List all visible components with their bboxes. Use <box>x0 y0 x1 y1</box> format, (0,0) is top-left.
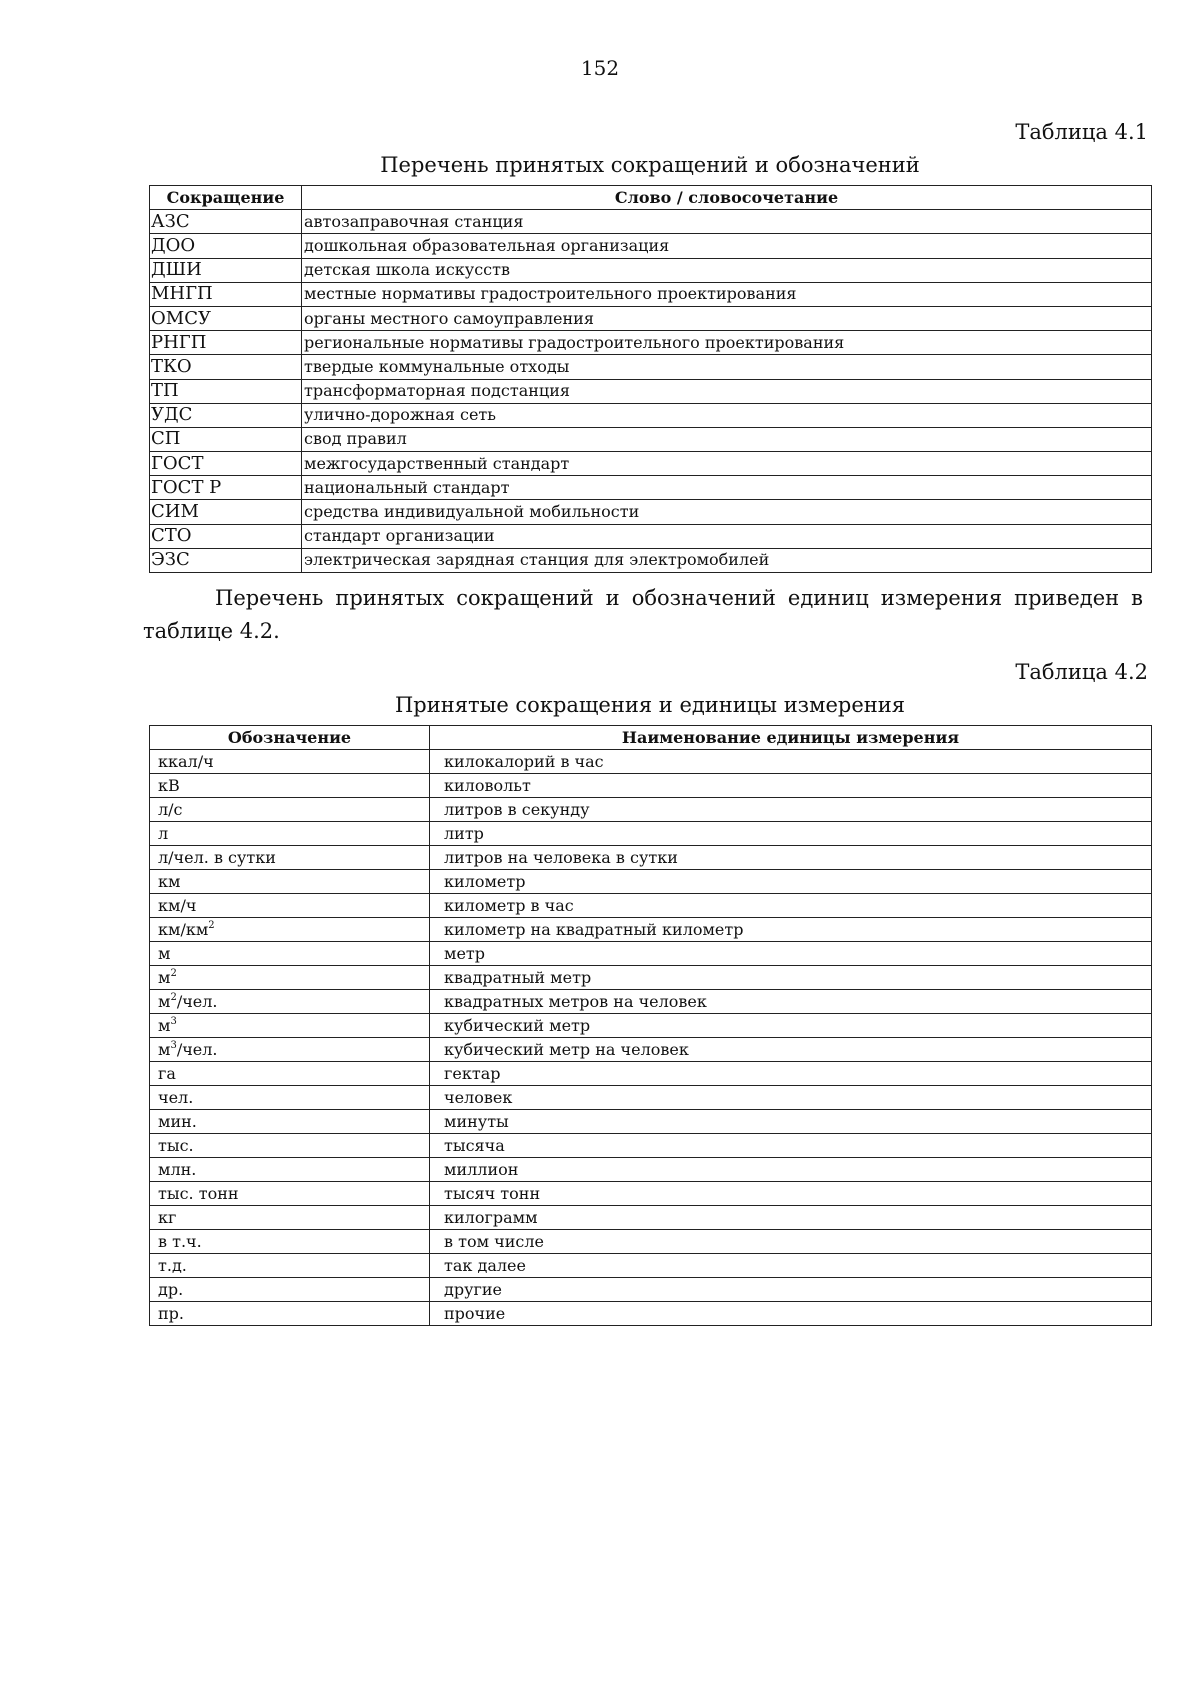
unit-symbol-cell <box>150 894 430 918</box>
abbreviation-cell: СП <box>150 427 302 451</box>
unit-name-cell: так далее <box>430 1254 1152 1278</box>
meaning-cell: дошкольная образовательная организация <box>302 234 1152 258</box>
unit-symbol-cell <box>150 870 430 894</box>
abbreviation-cell: УДС <box>150 403 302 427</box>
unit-exponent: 2 <box>170 991 177 1003</box>
unit-symbol-cell <box>150 1278 430 1302</box>
table-row <box>150 1038 1152 1062</box>
unit-symbol: л/с <box>158 799 183 819</box>
abbreviations-table <box>149 185 1152 573</box>
table-row <box>150 548 1152 572</box>
unit-exponent: 2 <box>170 967 177 979</box>
table-row <box>150 379 1152 403</box>
paragraph-line: таблице 4.2. <box>143 619 280 643</box>
unit-name-cell: кубический метр на человек <box>430 1038 1152 1062</box>
unit-symbol: т.д. <box>158 1255 187 1275</box>
meaning-cell: региональные нормативы градостроительного проектирования <box>302 331 1152 355</box>
table-row <box>150 774 1152 798</box>
units-table <box>149 725 1152 1326</box>
meaning-cell: трансформаторная подстанция <box>302 379 1152 403</box>
unit-symbol-cell <box>150 1086 430 1110</box>
unit-exponent: 2 <box>208 919 215 931</box>
unit-name-cell: прочие <box>430 1302 1152 1326</box>
unit-name-cell: литров в секунду <box>430 798 1152 822</box>
table-header-row <box>150 726 1152 750</box>
table-row <box>150 524 1152 548</box>
abbreviation-cell: ЭЗС <box>150 548 302 572</box>
table-row <box>150 1206 1152 1230</box>
unit-symbol: м <box>158 1015 171 1035</box>
unit-name-cell: тысяча <box>430 1134 1152 1158</box>
meaning-cell: твердые коммунальные отходы <box>302 355 1152 379</box>
unit-symbol: тыс. тонн <box>158 1183 239 1203</box>
table-row <box>150 1302 1152 1326</box>
unit-symbol: л/чел. в сутки <box>158 847 276 867</box>
table-row <box>150 1254 1152 1278</box>
unit-name-cell: гектар <box>430 1062 1152 1086</box>
unit-exponent: 3 <box>170 1039 177 1051</box>
unit-name-cell: в том числе <box>430 1230 1152 1254</box>
unit-name-cell: квадратных метров на человек <box>430 990 1152 1014</box>
unit-symbol: км/ч <box>158 895 197 915</box>
unit-name-cell: квадратный метр <box>430 966 1152 990</box>
table-row <box>150 750 1152 774</box>
unit-name-cell: минуты <box>430 1110 1152 1134</box>
unit-symbol: в т.ч. <box>158 1231 202 1251</box>
unit-name-cell: литров на человека в сутки <box>430 846 1152 870</box>
unit-symbol: м <box>158 991 171 1011</box>
unit-symbol: л <box>158 823 169 843</box>
table1-label: Таблица 4.1 <box>1015 120 1148 144</box>
unit-symbol: км/км <box>158 919 209 939</box>
table-row <box>150 1278 1152 1302</box>
unit-symbol-cell <box>150 846 430 870</box>
unit-symbol-cell <box>150 798 430 822</box>
unit-symbol: тыс. <box>158 1135 194 1155</box>
unit-symbol: млн. <box>158 1159 197 1179</box>
table-row <box>150 870 1152 894</box>
unit-symbol: чел. <box>158 1087 194 1107</box>
table-row <box>150 210 1152 234</box>
unit-symbol-cell <box>150 1038 430 1062</box>
table-row <box>150 1014 1152 1038</box>
abbreviation-cell: ОМСУ <box>150 306 302 330</box>
unit-symbol-cell <box>150 1302 430 1326</box>
table-row <box>150 306 1152 330</box>
abbreviation-cell: МНГП <box>150 282 302 306</box>
unit-suffix: /чел. <box>176 991 218 1011</box>
table-row <box>150 942 1152 966</box>
unit-symbol: кВ <box>158 775 180 795</box>
meaning-cell: свод правил <box>302 427 1152 451</box>
table-row <box>150 452 1152 476</box>
table-row <box>150 234 1152 258</box>
meaning-cell: межгосударственный стандарт <box>302 452 1152 476</box>
table-row <box>150 500 1152 524</box>
unit-symbol-cell <box>150 1134 430 1158</box>
unit-symbol-cell <box>150 918 430 942</box>
unit-symbol-cell <box>150 1110 430 1134</box>
meaning-cell: электрическая зарядная станция для электромобилей <box>302 548 1152 572</box>
unit-symbol-cell <box>150 1230 430 1254</box>
abbreviation-cell: ДОО <box>150 234 302 258</box>
unit-symbol-cell <box>150 942 430 966</box>
unit-symbol-cell <box>150 1182 430 1206</box>
abbreviation-cell: ДШИ <box>150 258 302 282</box>
table-row <box>150 258 1152 282</box>
meaning-cell: местные нормативы градостроительного проектирования <box>302 282 1152 306</box>
unit-name-cell: киловольт <box>430 774 1152 798</box>
table-row <box>150 282 1152 306</box>
unit-symbol: га <box>158 1063 176 1083</box>
abbreviation-cell: РНГП <box>150 331 302 355</box>
unit-symbol-cell <box>150 774 430 798</box>
abbreviation-cell: ТП <box>150 379 302 403</box>
unit-symbol-cell <box>150 990 430 1014</box>
table-row <box>150 1230 1152 1254</box>
unit-name-cell: километр в час <box>430 894 1152 918</box>
table-row <box>150 1086 1152 1110</box>
table-row <box>150 355 1152 379</box>
abbreviation-cell: ГОСТ <box>150 452 302 476</box>
unit-name-cell: тысяч тонн <box>430 1182 1152 1206</box>
meaning-cell: улично-дорожная сеть <box>302 403 1152 427</box>
column-header: Наименование единицы измерения <box>430 726 1152 750</box>
table1-title: Перечень принятых сокращений и обозначений <box>380 153 920 177</box>
unit-name-cell: человек <box>430 1086 1152 1110</box>
table-row <box>150 1062 1152 1086</box>
unit-symbol-cell <box>150 1254 430 1278</box>
unit-symbol-cell <box>150 1062 430 1086</box>
unit-symbol: м <box>158 943 171 963</box>
unit-suffix: /чел. <box>176 1039 218 1059</box>
unit-name-cell: литр <box>430 822 1152 846</box>
column-header: Обозначение <box>150 726 430 750</box>
unit-symbol: др. <box>158 1279 184 1299</box>
intro-paragraph <box>143 582 1143 648</box>
unit-name-cell: килокалорий в час <box>430 750 1152 774</box>
unit-symbol: м <box>158 1039 171 1059</box>
unit-exponent: 3 <box>170 1015 177 1027</box>
unit-symbol-cell <box>150 1158 430 1182</box>
unit-symbol-cell <box>150 750 430 774</box>
abbreviation-cell: ГОСТ Р <box>150 476 302 500</box>
table-row <box>150 918 1152 942</box>
table-row <box>150 798 1152 822</box>
paragraph-line: Перечень принятых сокращений и обозначений единиц измерения приведен в <box>215 586 1143 610</box>
abbreviation-cell: СИМ <box>150 500 302 524</box>
unit-name-cell: километр на квадратный километр <box>430 918 1152 942</box>
table-row <box>150 476 1152 500</box>
unit-name-cell: километр <box>430 870 1152 894</box>
unit-symbol: кг <box>158 1207 177 1227</box>
unit-symbol-cell <box>150 1014 430 1038</box>
meaning-cell: национальный стандарт <box>302 476 1152 500</box>
table-row <box>150 822 1152 846</box>
abbreviation-cell: СТО <box>150 524 302 548</box>
table-header-row <box>150 186 1152 210</box>
unit-symbol: км <box>158 871 181 891</box>
table-row <box>150 331 1152 355</box>
unit-name-cell: метр <box>430 942 1152 966</box>
table-row <box>150 894 1152 918</box>
table-row <box>150 403 1152 427</box>
table-row <box>150 1134 1152 1158</box>
unit-symbol-cell <box>150 822 430 846</box>
unit-name-cell: килограмм <box>430 1206 1152 1230</box>
page-number: 152 <box>580 56 620 80</box>
table-row <box>150 966 1152 990</box>
meaning-cell: органы местного самоуправления <box>302 306 1152 330</box>
unit-name-cell: миллион <box>430 1158 1152 1182</box>
unit-symbol: м <box>158 967 171 987</box>
table-row <box>150 990 1152 1014</box>
unit-name-cell: другие <box>430 1278 1152 1302</box>
meaning-cell: детская школа искусств <box>302 258 1152 282</box>
table-row <box>150 846 1152 870</box>
unit-symbol: мин. <box>158 1111 197 1131</box>
column-header: Сокращение <box>150 186 302 210</box>
table2-title: Принятые сокращения и единицы измерения <box>394 693 906 717</box>
meaning-cell: стандарт организации <box>302 524 1152 548</box>
unit-name-cell: кубический метр <box>430 1014 1152 1038</box>
table2-label: Таблица 4.2 <box>1015 660 1148 684</box>
table-row <box>150 427 1152 451</box>
table-row <box>150 1182 1152 1206</box>
unit-symbol-cell <box>150 1206 430 1230</box>
unit-symbol: ккал/ч <box>158 751 214 771</box>
table-row <box>150 1158 1152 1182</box>
meaning-cell: автозаправочная станция <box>302 210 1152 234</box>
unit-symbol-cell <box>150 966 430 990</box>
column-header: Слово / словосочетание <box>302 186 1152 210</box>
abbreviation-cell: ТКО <box>150 355 302 379</box>
meaning-cell: средства индивидуальной мобильности <box>302 500 1152 524</box>
unit-symbol: пр. <box>158 1303 184 1323</box>
table-row <box>150 1110 1152 1134</box>
abbreviation-cell: АЗС <box>150 210 302 234</box>
